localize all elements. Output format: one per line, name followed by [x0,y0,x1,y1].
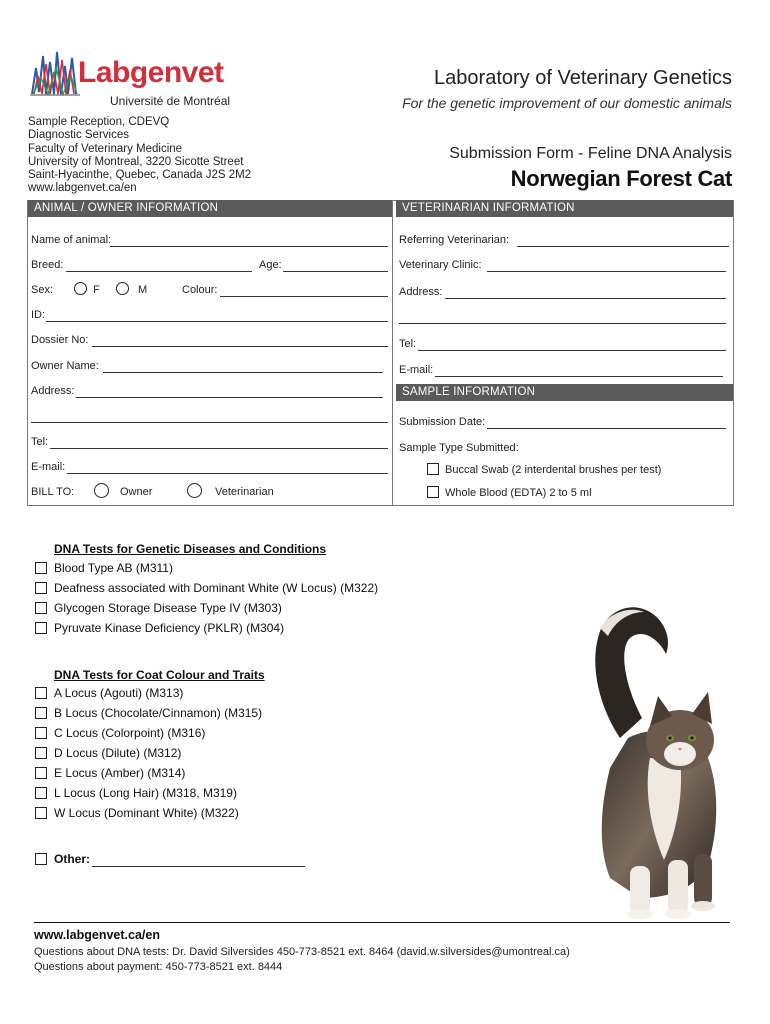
other-checkbox[interactable] [35,853,47,865]
owner-address-field[interactable] [76,397,383,398]
sex-m-radio[interactable] [116,282,129,295]
referring-vet-label: Referring Veterinarian: [399,234,510,246]
test-checkbox-m303[interactable] [35,602,47,614]
owner-name-field[interactable] [103,372,383,373]
test-label: Blood Type AB (M311) [54,561,173,575]
submission-date-field[interactable] [487,428,726,429]
breed-label: Breed: [31,259,64,271]
colour-label: Colour: [182,284,218,296]
colour-field[interactable] [220,296,388,297]
test-checkbox-m312[interactable] [35,747,47,759]
buccal-swab-checkbox[interactable] [427,463,439,475]
test-checkbox-m322-white[interactable] [35,807,47,819]
owner-address-field-2[interactable] [31,422,388,423]
test-checkbox-m316[interactable] [35,727,47,739]
test-checkbox-m311[interactable] [35,562,47,574]
lab-title: Laboratory of Veterinary Genetics [434,67,732,89]
bill-owner-label: Owner [120,486,153,498]
vet-address-label: Address: [399,286,443,298]
vet-section-header: VETERINARIAN INFORMATION [396,200,733,217]
dossier-label: Dossier No: [31,334,89,346]
labgenvet-logo [30,48,242,110]
sex-m-label: M [138,284,148,296]
vet-email-field[interactable] [435,376,723,377]
norwegian-forest-cat-image [580,598,740,920]
sample-type-label: Sample Type Submitted: [399,442,519,454]
animal-name-field[interactable] [110,246,388,247]
age-label: Age: [259,259,282,271]
test-label: L Locus (Long Hair) (M318, M319) [54,786,237,800]
sex-f-label: F [93,284,100,296]
vet-email-label: E-mail: [399,364,434,376]
bill-owner-radio[interactable] [94,483,109,498]
owner-section-header: ANIMAL / OWNER INFORMATION [28,200,392,217]
test-checkbox-m304[interactable] [35,622,47,634]
whole-blood-checkbox[interactable] [427,486,439,498]
id-label: ID: [31,309,46,321]
owner-name-label: Owner Name: [31,360,99,372]
address-line: University of Montreal, 3220 Sicotte Street [28,155,244,168]
column-divider [392,200,393,506]
test-checkbox-m315[interactable] [35,707,47,719]
address-line: www.labgenvet.ca/en [28,182,137,195]
test-label: Pyruvate Kinase Deficiency (PKLR) (M304) [54,621,285,635]
test-label: B Locus (Chocolate/Cinnamon) (M315) [54,706,263,720]
bill-vet-label: Veterinarian [215,486,274,498]
test-label: C Locus (Colorpoint) (M316) [54,726,206,740]
address-line: Faculty of Veterinary Medicine [28,142,183,155]
lab-tagline: For the genetic improvement of our domestic animals [402,95,732,111]
breed-field[interactable] [66,271,252,272]
test-label: Deafness associated with Dominant White (W Locus) (M322) [54,581,379,595]
clinic-label: Veterinary Clinic: [399,259,482,271]
test-checkbox-m314[interactable] [35,767,47,779]
sample-section-header: SAMPLE INFORMATION [396,384,733,401]
test-checkbox-m318[interactable] [35,787,47,799]
owner-address-label: Address: [31,385,75,397]
referring-vet-field[interactable] [517,246,729,247]
vet-address-field-2[interactable] [399,323,726,324]
vet-address-field[interactable] [445,298,726,299]
owner-tel-field[interactable] [50,448,388,449]
owner-email-field[interactable] [67,473,388,474]
vet-tel-field[interactable] [418,350,726,351]
sex-f-radio[interactable] [74,282,87,295]
other-label: Other: [54,852,90,866]
test-checkbox-m313[interactable] [35,687,47,699]
coat-tests-heading: DNA Tests for Coat Colour and Traits [54,668,265,682]
address-line: Diagnostic Services [28,129,129,142]
footer-dna-contact: Questions about DNA tests: Dr. David Silversides 450-773-8521 ext. 8464 (david.w.silversides@umontreal.ca) [34,946,570,958]
test-label: Glycogen Storage Disease Type IV (M303) [54,601,282,615]
bill-vet-radio[interactable] [187,483,202,498]
footer-divider [34,922,730,923]
test-label: D Locus (Dilute) (M312) [54,746,182,760]
test-label: E Locus (Amber) (M314) [54,766,186,780]
owner-email-label: E-mail: [31,461,66,473]
buccal-swab-label: Buccal Swab (2 interdental brushes per test) [445,464,662,476]
dossier-field[interactable] [92,346,388,347]
whole-blood-label: Whole Blood (EDTA) 2 to 5 ml [445,487,592,499]
id-field[interactable] [46,321,388,322]
reception-address [28,116,251,196]
owner-tel-label: Tel: [31,436,49,448]
other-field[interactable] [92,866,305,867]
footer-website-link[interactable]: www.labgenvet.ca/en [34,928,160,942]
animal-name-label: Name of animal: [31,234,112,246]
disease-tests-heading: DNA Tests for Genetic Diseases and Conditions [54,542,327,556]
footer-payment-contact: Questions about payment: 450-773-8521 ext. 8444 [34,961,283,973]
submission-date-label: Submission Date: [399,416,486,428]
dna-peaks-icon [30,48,80,100]
sex-label: Sex: [31,284,54,296]
vet-tel-label: Tel: [399,338,417,350]
test-checkbox-m322-deafness[interactable] [35,582,47,594]
bill-to-label: BILL TO: [31,486,75,498]
address-line: Saint-Hyacinthe, Quebec, Canada J2S 2M2 [28,169,252,182]
logo-text: Labgenvet [78,56,224,89]
logo-subtitle: Université de Montréal [110,94,231,108]
breed-title: Norwegian Forest Cat [510,166,732,191]
clinic-field[interactable] [487,271,726,272]
test-label: A Locus (Agouti) (M313) [54,686,184,700]
age-field[interactable] [283,271,388,272]
form-title: Submission Form - Feline DNA Analysis [449,145,732,162]
test-label: W Locus (Dominant White) (M322) [54,806,239,820]
address-line: Sample Reception, CDEVQ [28,116,170,128]
